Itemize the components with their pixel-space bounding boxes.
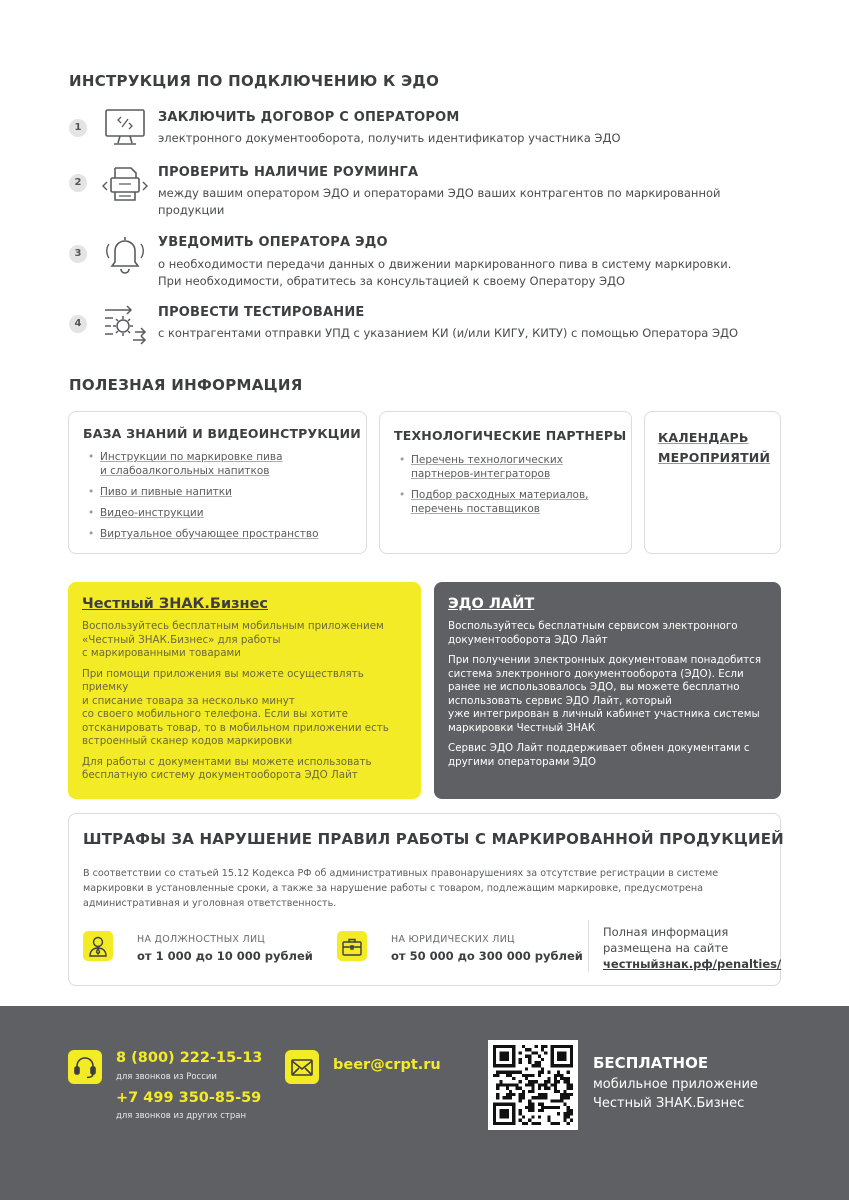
edo-lite-title[interactable]: ЭДО ЛАЙТ bbox=[448, 596, 535, 612]
person-icon bbox=[83, 931, 113, 961]
phone-international[interactable]: +7 499 350-85-59 bbox=[116, 1090, 262, 1106]
officials-value: от 1 000 до 10 000 рублей bbox=[137, 949, 313, 963]
kb-link-beer-drinks[interactable]: • Пиво и пивные напитки bbox=[87, 485, 319, 499]
headset-icon bbox=[68, 1050, 102, 1084]
partners-card bbox=[379, 411, 632, 554]
business-app-title[interactable]: Честный ЗНАК.Бизнес bbox=[82, 596, 268, 612]
kb-link-beer-instructions[interactable]: • Инструкции по маркировке пива и слабоалкогольных напитков bbox=[87, 450, 319, 478]
edo-lite-paragraph: При получении электронных документовам понадобится система электронного документооборота (ЭДО). Если ранее не использовалось ЭДО, вы можете бесплатно использовать сервис ЭДО Лайт, который уже интегрирован в личный кабинет участника системы маркировки Честный ЗНАК bbox=[448, 654, 762, 734]
step-number: 2 bbox=[69, 174, 87, 192]
step-title: ПРОВЕРИТЬ НАЛИЧИЕ РОУМИНГА bbox=[158, 165, 419, 180]
step-text: с контрагентами отправки УПД с указанием КИ (и/или КИГУ, КИТУ) с помощью Оператора ЭДО bbox=[158, 326, 739, 340]
step-number: 3 bbox=[69, 245, 87, 263]
app-subtitle: мобильное приложение bbox=[593, 1077, 758, 1092]
officials-label: НА ДОЛЖНОСТНЫХ ЛИЦ bbox=[137, 934, 266, 945]
fines-intro: В соответствии со статьей 15.12 Кодекса РФ об административных правонарушениях за отсутствие регистрации в системе маркировки в установленные сроки, а также за нарушение работы с товаром, подлежащим маркировке, предусмотрена административная и уголовная ответственность. bbox=[83, 868, 719, 909]
briefcase-icon bbox=[337, 931, 367, 961]
phone-russia-note: для звонков из России bbox=[116, 1072, 217, 1082]
printer-roaming-icon bbox=[101, 162, 149, 206]
edo-lite-paragraph: Сервис ЭДО Лайт поддерживает обмен документами с другими операторами ЭДО bbox=[448, 742, 750, 768]
gear-arrows-icon bbox=[101, 302, 149, 346]
step-title: ЗАКЛЮЧИТЬ ДОГОВОР С ОПЕРАТОРОМ bbox=[158, 110, 460, 125]
step-title: ПРОВЕСТИ ТЕСТИРОВАНИЕ bbox=[158, 305, 365, 320]
partners-title: ТЕХНОЛОГИЧЕСКИЕ ПАРТНЕРЫ bbox=[394, 428, 627, 443]
monitor-icon bbox=[101, 106, 149, 150]
useful-title: ПОЛЕЗНАЯ ИНФОРМАЦИЯ bbox=[69, 376, 303, 394]
business-paragraph: Воспользуйтесь бесплатным мобильным приложением «Честный ЗНАК.Бизнес» для работы с маркированными товарами bbox=[82, 620, 384, 659]
qr-code[interactable] bbox=[488, 1040, 578, 1130]
partners-links bbox=[398, 453, 588, 523]
bell-icon bbox=[101, 232, 149, 276]
connect-title: ИНСТРУКЦИЯ ПО ПОДКЛЮЧЕНИЮ К ЭДО bbox=[69, 72, 440, 90]
penalties-link[interactable]: честныйзнак.рф/penalties/ bbox=[603, 957, 782, 971]
step-number: 4 bbox=[69, 315, 87, 333]
step-number: 1 bbox=[69, 119, 87, 137]
step-title: УВЕДОМИТЬ ОПЕРАТОРА ЭДО bbox=[158, 235, 388, 250]
fines-card bbox=[68, 813, 784, 986]
knowledge-base-card bbox=[68, 411, 367, 554]
email-icon bbox=[285, 1050, 319, 1084]
email-link[interactable]: beer@crpt.ru bbox=[333, 1057, 441, 1073]
edo-lite-block bbox=[434, 582, 781, 799]
divider bbox=[588, 920, 589, 972]
app-name: Честный ЗНАК.Бизнес bbox=[593, 1096, 745, 1111]
business-paragraph: При помощи приложения вы можете осуществлять приемку и списание товара за несколько минут со своего мобильного телефона. Если вы хотите отсканировать товар, то в мобильном приложении есть встроенный сканер кодов маркировки bbox=[82, 667, 389, 747]
kb-link-video[interactable]: • Видео-инструкции bbox=[87, 506, 319, 520]
partners-link-suppliers[interactable]: • Подбор расходных материалов, перечень поставщиков bbox=[398, 488, 588, 516]
app-title: БЕСПЛАТНОЕ bbox=[593, 1054, 709, 1072]
knowledge-base-title: БАЗА ЗНАНИЙ И ВИДЕОИНСТРУКЦИИ bbox=[83, 426, 361, 441]
partners-link-integrators[interactable]: • Перечень технологических партнеров-интеграторов bbox=[398, 453, 588, 481]
step-text: между вашим оператором ЭДО и операторами ЭДО ваших контрагентов по маркированной продукции bbox=[158, 186, 721, 217]
qr-code-pattern bbox=[493, 1045, 573, 1125]
step-text: электронного документооборота, получить идентификатор участника ЭДО bbox=[158, 131, 621, 145]
business-paragraph: Для работы с документами вы можете использовать бесплатную систему документооборота ЭДО Лайт bbox=[82, 755, 372, 781]
edo-lite-paragraph: Воспользуйтесь бесплатным сервисом электронного документооборота ЭДО Лайт bbox=[448, 620, 738, 646]
phone-russia[interactable]: 8 (800) 222-15-13 bbox=[116, 1050, 263, 1066]
kb-link-virtual-space[interactable]: • Виртуальное обучающее пространство bbox=[87, 527, 319, 541]
legal-label: НА ЮРИДИЧЕСКИХ ЛИЦ bbox=[391, 934, 515, 945]
legal-value: от 50 000 до 300 000 рублей bbox=[391, 949, 583, 963]
calendar-link[interactable]: КАЛЕНДАРЬ МЕРОПРИЯТИЙ bbox=[658, 430, 771, 465]
fines-title: ШТРАФЫ ЗА НАРУШЕНИЕ ПРАВИЛ РАБОТЫ С МАРКИРОВАННОЙ ПРОДУКЦИЕЙ bbox=[83, 830, 784, 848]
footer bbox=[0, 1006, 849, 1200]
calendar-card[interactable] bbox=[644, 411, 781, 554]
step-text: о необходимости передачи данных о движении маркированного пива в систему маркировки. При необходимости, обратитесь за консультацией к своему Оператору ЭДО bbox=[158, 257, 732, 288]
fines-more: Полная информация размещена на сайте честныйзнак.рф/penalties/ bbox=[603, 925, 782, 971]
knowledge-base-links bbox=[87, 450, 319, 548]
business-app-block bbox=[68, 582, 421, 799]
phone-international-note: для звонков из других стран bbox=[116, 1111, 247, 1121]
